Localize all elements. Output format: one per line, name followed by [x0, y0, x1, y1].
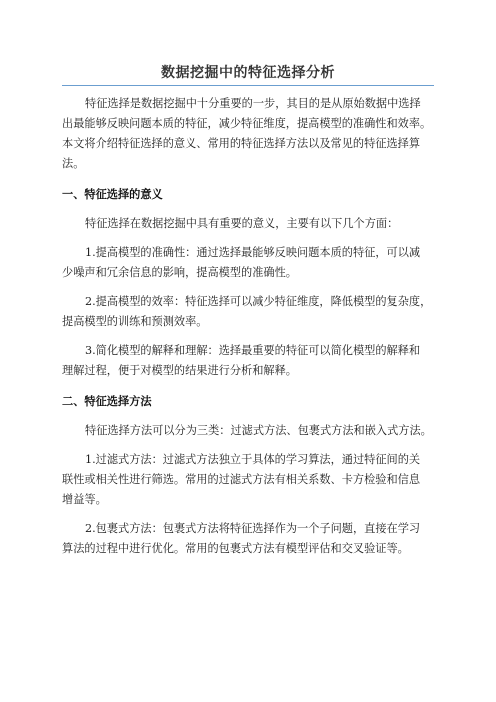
- item-line: 理解过程，便于对模型的结果进行分析和解释。: [62, 364, 297, 377]
- item-line: 增益等。: [62, 493, 107, 506]
- section1-item-accuracy: [62, 243, 434, 283]
- document-body: [62, 94, 434, 559]
- title-underline: [62, 85, 434, 86]
- section1-item-interpretability: [62, 341, 434, 381]
- item-line: 1.过滤式方法：过滤式方法独立于具体的学习算法，通过特征间的关: [85, 453, 421, 466]
- item-line: 联性或相关性进行筛选。常用的过滤式方法有相关系数、卡方检验和信息: [62, 473, 421, 486]
- item-line: 3.简化模型的解释和理解：选择最重要的特征可以简化模型的解释和: [85, 344, 421, 357]
- item-line: 2.提高模型的效率：特征选择可以减少特征维度，降低模型的复杂度，: [85, 295, 432, 308]
- section-heading-significance: 一、特征选择的意义: [62, 188, 163, 201]
- item-line: 提高模型的训练和预测效率。: [62, 315, 208, 328]
- document-title: 数据挖掘中的特征选择分析: [161, 65, 335, 81]
- item-line: 1.提高模型的准确性：通过选择最能够反映问题本质的特征，可以减: [85, 246, 421, 259]
- section2-lead: [62, 421, 434, 441]
- section2-item-wrapper: [62, 519, 434, 559]
- item-line: 算法的过程中进行优化。常用的包裹式方法有模型评估和交叉验证等。: [62, 542, 409, 555]
- section2-item-filter: [62, 450, 434, 510]
- section-heading-methods: 二、特征选择方法: [62, 395, 152, 408]
- lead-line: 特征选择在数据挖掘中具有重要的意义，主要有以下几个方面：: [85, 217, 399, 230]
- item-line: 少噪声和冗余信息的影响，提高模型的准确性。: [62, 266, 297, 279]
- intro-line: 法。: [62, 157, 85, 170]
- section1-lead: [62, 214, 434, 234]
- intro-paragraph: [62, 94, 434, 174]
- item-line: 2.包裹式方法：包裹式方法将特征选择作为一个子问题，直接在学习: [85, 522, 421, 535]
- section1-item-efficiency: [62, 292, 434, 332]
- intro-line: 特征选择是数据挖掘中十分重要的一步，其目的是从原始数据中选择: [85, 97, 421, 110]
- intro-line: 出最能够反映问题本质的特征，减少特征维度，提高模型的准确性和效率。: [62, 117, 432, 130]
- lead-line: 特征选择方法可以分为三类：过滤式方法、包裹式方法和嵌入式方法。: [85, 424, 432, 437]
- intro-line: 本文将介绍特征选择的意义、常用的特征选择方法以及常见的特征选择算: [62, 137, 421, 150]
